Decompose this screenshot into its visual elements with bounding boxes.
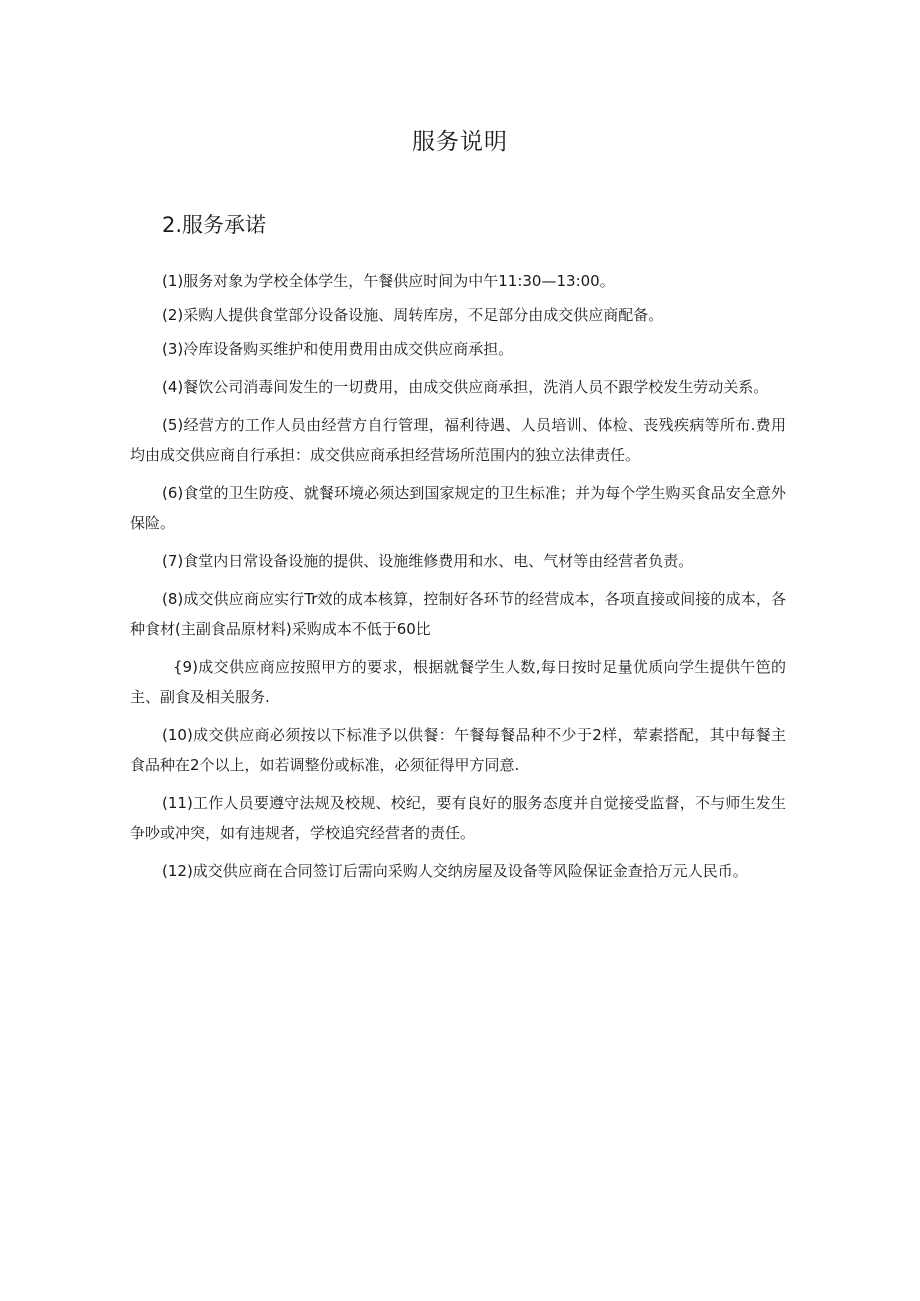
commitment-item-11: (11)工作人员要遵守法规及校规、校纪，要有良好的服务态度并自觉接受监督，不与师生发生争吵或冲突，如有违规者，学校追究经营者的责任。: [130, 794, 786, 842]
commitment-item-6: (6)食堂的卫生防疫、就餐环境必须达到国家规定的卫生标准；并为每个学生购买食品安全意外保险。: [130, 484, 786, 532]
commitment-item-4: (4)餐饮公司消毒间发生的一切费用，由成交供应商承担，洗消人员不跟学校发生劳动关系。: [162, 378, 769, 396]
commitment-item-12: (12)成交供应商在合同签订后需向采购人交纳房屋及设备等风险保证金查拾万元人民币。: [162, 862, 748, 880]
commitment-list: [130, 266, 786, 894]
commitment-item-8: (8)成交供应商应实行Tr效的成本核算，控制好各环节的经营成本，各项直接或间接的成本，各种食材(主副食品原材料)采购成本不低于60比: [130, 590, 786, 638]
commitment-item-10: (10)成交供应商必须按以下标准予以供餐：午餐每餐品种不少于2样，荤素搭配，其中每餐主食品种在2个以上，如若调整份或标准，必须征得甲方同意.: [130, 726, 786, 774]
section-heading: 2.服务承诺: [162, 213, 267, 237]
document-title: 服务说明: [412, 129, 508, 155]
commitment-item-9: {9)成交供应商应按照甲方的要求，根据就餐学生人数,每日按时足量优质向学生提供午笆的主、副食及相关服务.: [130, 658, 786, 706]
commitment-item-5: (5)经营方的工作人员由经营方自行管理，福利待遇、人员培训、体检、丧残疾病等所布.费用均由成交供应商自行承担：成交供应商承担经营场所范围内的独立法律责任。: [130, 416, 786, 464]
commitment-item-7: (7)食堂内日常设备设施的提供、设施维修费用和水、电、气材等由经营者负责。: [162, 552, 694, 570]
commitment-item-1: (1)服务对象为学校全体学生，午餐供应时间为中午11:30—13:00。: [162, 272, 615, 290]
commitment-item-3: (3)冷库设备购买维护和使用费用由成交供应商承担。: [162, 340, 514, 358]
commitment-item-2: (2)采购人提供食堂部分设备设施、周转库房，不足部分由成交供应商配备。: [162, 306, 664, 324]
